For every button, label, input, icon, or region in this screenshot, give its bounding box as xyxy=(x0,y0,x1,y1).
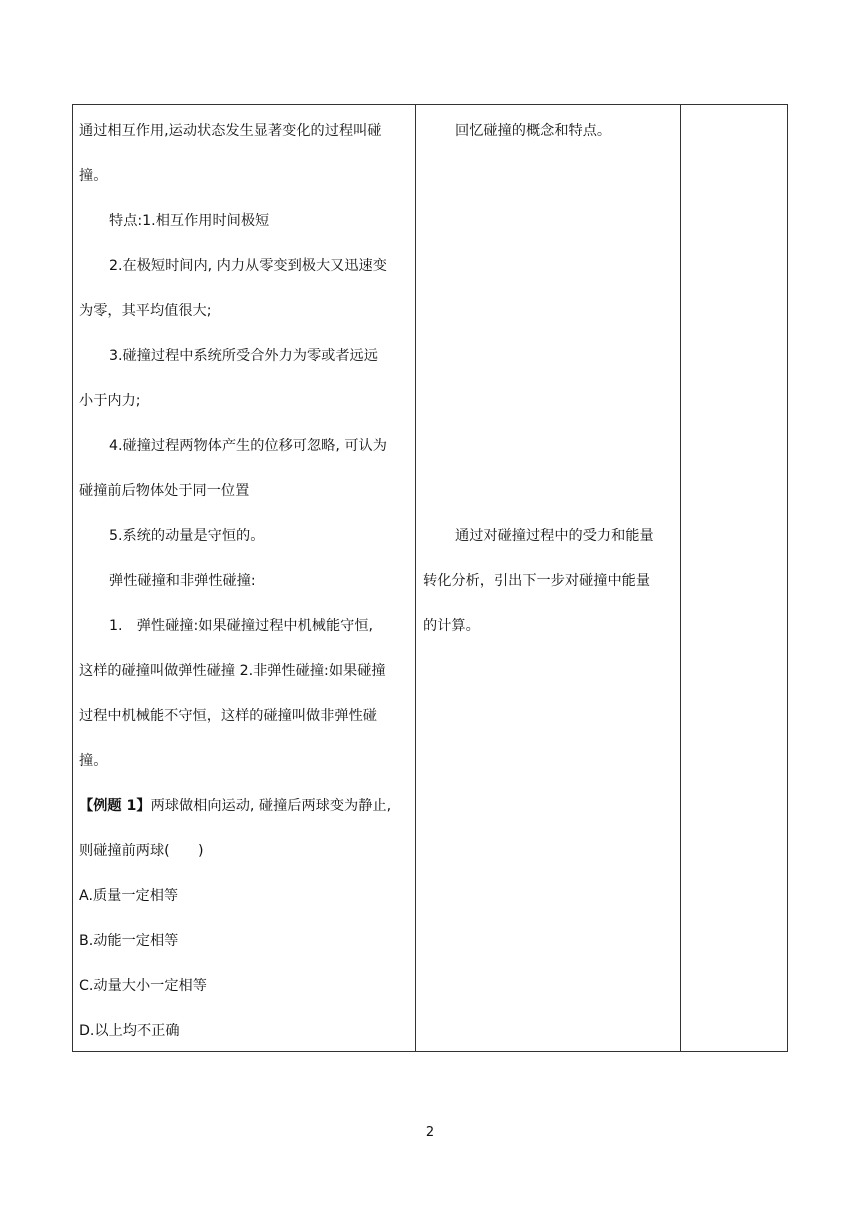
example-question-continued: 则碰撞前两球( ) xyxy=(79,843,204,859)
text-line: 通过相互作用,运动状态发生显著变化的过程叫碰 xyxy=(79,123,382,139)
text-line: 为零，其平均值很大; xyxy=(79,303,212,319)
intent-note-line: 通过对碰撞过程中的受力和能量 xyxy=(455,528,654,544)
text-line: 碰撞前后物体处于同一位置 xyxy=(79,483,250,499)
text-line: 这样的碰撞叫做弹性碰撞 2.非弹性碰撞:如果碰撞 xyxy=(79,663,386,679)
option-d: D.以上均不正确 xyxy=(79,1023,180,1039)
text-line: 撞。 xyxy=(79,168,108,184)
column-divider xyxy=(415,105,416,1051)
intent-note: 回忆碰撞的概念和特点。 xyxy=(455,123,612,139)
text-line: 特点:1.相互作用时间极短 xyxy=(109,213,270,229)
lesson-table xyxy=(72,104,788,1052)
text-line: 小于内力; xyxy=(79,393,141,409)
text-line: 3.碰撞过程中系统所受合外力为零或者远远 xyxy=(109,348,378,364)
intent-note-line: 转化分析，引出下一步对碰撞中能量 xyxy=(423,573,651,589)
option-a: A.质量一定相等 xyxy=(79,888,179,904)
column-divider xyxy=(680,105,681,1051)
example-label: 【例题 1】 xyxy=(79,798,151,814)
text-line: 2.在极短时间内, 内力从零变到极大又迅速变 xyxy=(109,258,387,274)
example-text: 两球做相向运动, 碰撞后两球变为静止, xyxy=(150,798,392,814)
text-line: 过程中机械能不守恒，这样的碰撞叫做非弹性碰 xyxy=(79,708,377,724)
page-number: 2 xyxy=(425,1125,435,1140)
text-line: 弹性碰撞和非弹性碰撞: xyxy=(109,573,256,589)
intent-note-line: 的计算。 xyxy=(423,618,480,634)
text-line: 4.碰撞过程两物体产生的位移可忽略, 可认为 xyxy=(109,438,387,454)
text-line: 1. 弹性碰撞:如果碰撞过程中机械能守恒, xyxy=(109,618,374,634)
text-line: 5.系统的动量是守恒的。 xyxy=(109,528,265,544)
option-b: B.动能一定相等 xyxy=(79,933,179,949)
text-line: 撞。 xyxy=(79,753,108,769)
option-c: C.动量大小一定相等 xyxy=(79,978,207,994)
example-question xyxy=(79,796,391,816)
